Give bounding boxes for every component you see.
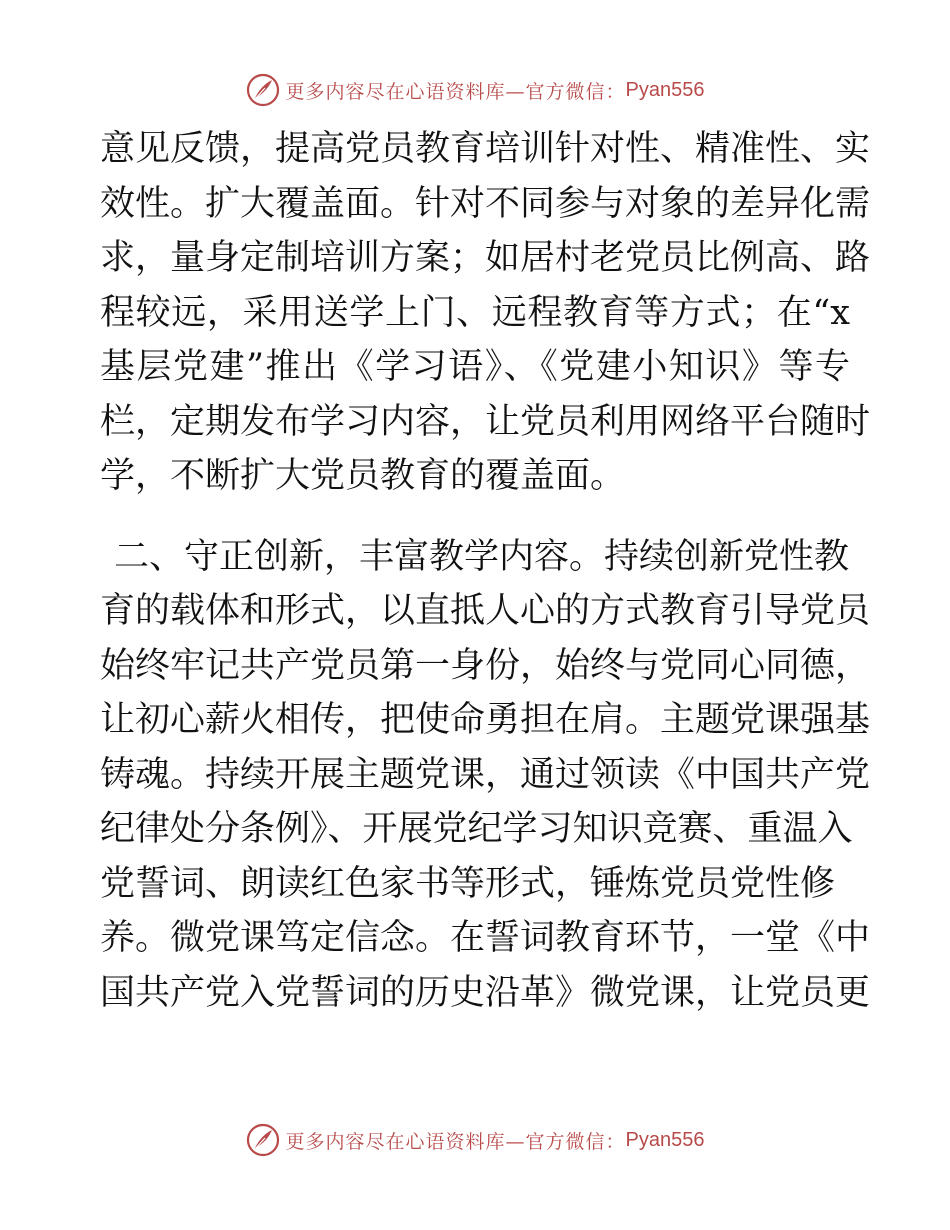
text-line: 程较远，采用送学上门、远程教育等方式；在“x [100, 292, 850, 333]
text-line: 铸魂。持续开展主题党课，通过领读《中国共产党 [100, 754, 871, 795]
text-line: 学，不断扩大党员教育的覆盖面。 [100, 456, 626, 496]
text-line: 始终牢记共产党员第一身份，始终与党同心同德， [100, 645, 871, 686]
header-banner [0, 70, 950, 110]
text-line: 国共产党入党誓词的历史沿革》微党课，让党员更 [100, 972, 871, 1013]
paragraph [100, 122, 871, 504]
paragraph-gap [100, 504, 850, 530]
text-line: 求，量身定制培训方案；如居村老党员比例高、路 [100, 238, 871, 278]
section-heading-line: 二、守正创新，丰富教学内容。持续创新党性教 [114, 536, 850, 577]
text-line: 意见反馈，提高党员教育培训针对性、精准性、实 [100, 129, 871, 169]
text-line: 栏，定期发布学习内容，让党员利用网络平台随时 [100, 401, 871, 442]
text-line: 育的载体和形式，以直抵人心的方式教育引导党员 [100, 591, 871, 631]
feather-pen-logo-icon [246, 1123, 280, 1157]
footer-banner [0, 1120, 950, 1160]
text-line: 效性。扩大覆盖面。针对不同参与对象的差异化需 [100, 183, 871, 224]
wechat-id: Pyan556 [625, 78, 705, 101]
feather-pen-logo-icon [246, 73, 280, 107]
banner-text: 更多内容尽在心语资料库—官方微信： [285, 80, 626, 103]
paragraph [100, 530, 871, 1021]
text-line: 养。微党课笃定信念。在誓词教育环节，一堂《中 [100, 918, 871, 958]
text-line: 纪律处分条例》、开展党纪学习知识竞赛、重温入 [100, 809, 853, 849]
text-line: 党誓词、朗读红色家书等形式，锤炼党员党性修 [100, 863, 836, 904]
banner-text: 更多内容尽在心语资料库—官方微信： [285, 1130, 626, 1153]
text-line: 基层党建”推出《学习语》、《党建小知识》等专 [100, 347, 850, 387]
wechat-id: Pyan556 [625, 1128, 705, 1151]
document-body [100, 122, 871, 1020]
text-line: 让初心薪火相传，把使命勇担在肩。主题党课强基 [100, 700, 871, 740]
